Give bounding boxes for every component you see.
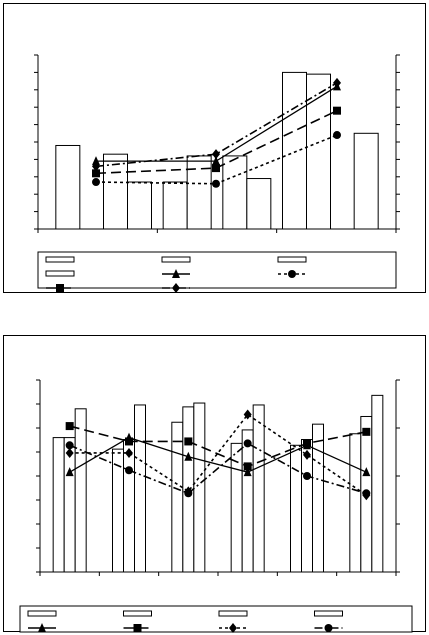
- chart1-bar: [124, 440, 135, 572]
- chart0-bar: [128, 182, 152, 229]
- chart0-plot: [34, 55, 400, 233]
- chart1-series-point: [184, 437, 192, 445]
- chart0-series-point: [333, 78, 341, 88]
- chart1-series-point: [125, 437, 133, 445]
- chart0-legend-swatch: [46, 257, 74, 262]
- chart1-series-point: [66, 441, 74, 449]
- chart0-bar: [247, 179, 271, 229]
- chart1-bar: [313, 424, 324, 572]
- chart0-series-point: [212, 164, 220, 172]
- chart0-bar: [354, 133, 378, 229]
- chart1-series-point: [362, 489, 370, 497]
- chart1-bar: [350, 434, 361, 572]
- chart1-bar: [291, 445, 302, 572]
- chart1-legend-swatch: [124, 611, 152, 616]
- chart0-series-point: [212, 180, 220, 188]
- chart1-bar: [135, 405, 146, 572]
- chart0-legend-swatch: [278, 257, 306, 262]
- chart1-legend-marker: [134, 624, 142, 632]
- chart0-legend-swatch: [46, 271, 74, 276]
- chart0-series-point: [92, 178, 100, 186]
- chart0-bar: [187, 156, 211, 229]
- chart1-bar: [194, 403, 205, 572]
- chart1-series-point: [244, 439, 252, 447]
- chart0-series-point: [212, 149, 220, 159]
- chart1-series-point: [303, 472, 311, 480]
- chart0-bar: [223, 156, 247, 229]
- chart0-legend-marker: [288, 270, 296, 278]
- chart1-series-point: [244, 462, 252, 470]
- chart0-series-point: [333, 131, 341, 139]
- chart0-bar: [163, 182, 187, 229]
- chart1-plot: [36, 380, 400, 576]
- chart1-bar: [253, 405, 264, 572]
- chart1-bar: [75, 409, 86, 572]
- chart1-bar: [113, 449, 124, 572]
- chart1-legend-swatch: [219, 611, 247, 616]
- chart1-series-point: [66, 422, 74, 430]
- chart1-bar: [231, 443, 242, 572]
- chart0-legend-swatch: [162, 257, 190, 262]
- chart1-legend-box: [20, 606, 412, 632]
- chart1-series-point: [125, 466, 133, 474]
- chart1-bar: [53, 438, 64, 572]
- chart1-bar: [372, 395, 383, 572]
- chart0-legend-box: [38, 252, 396, 288]
- chart1-legend-swatch: [28, 611, 56, 616]
- chart1-legend: [20, 606, 412, 633]
- chart1-bar: [172, 422, 183, 572]
- chart1-series-point: [184, 489, 192, 497]
- chart1-legend-marker: [325, 624, 333, 632]
- chart1-series-point: [362, 428, 370, 436]
- chart0-bar: [56, 145, 80, 229]
- chart1-bar: [242, 430, 253, 572]
- chart1-series-point: [303, 439, 311, 447]
- chart0-bar: [283, 72, 307, 229]
- chart0-legend: [38, 252, 396, 293]
- chart0-series-point: [333, 107, 341, 115]
- chart0-legend-marker: [56, 284, 64, 292]
- chart1-legend-swatch: [315, 611, 343, 616]
